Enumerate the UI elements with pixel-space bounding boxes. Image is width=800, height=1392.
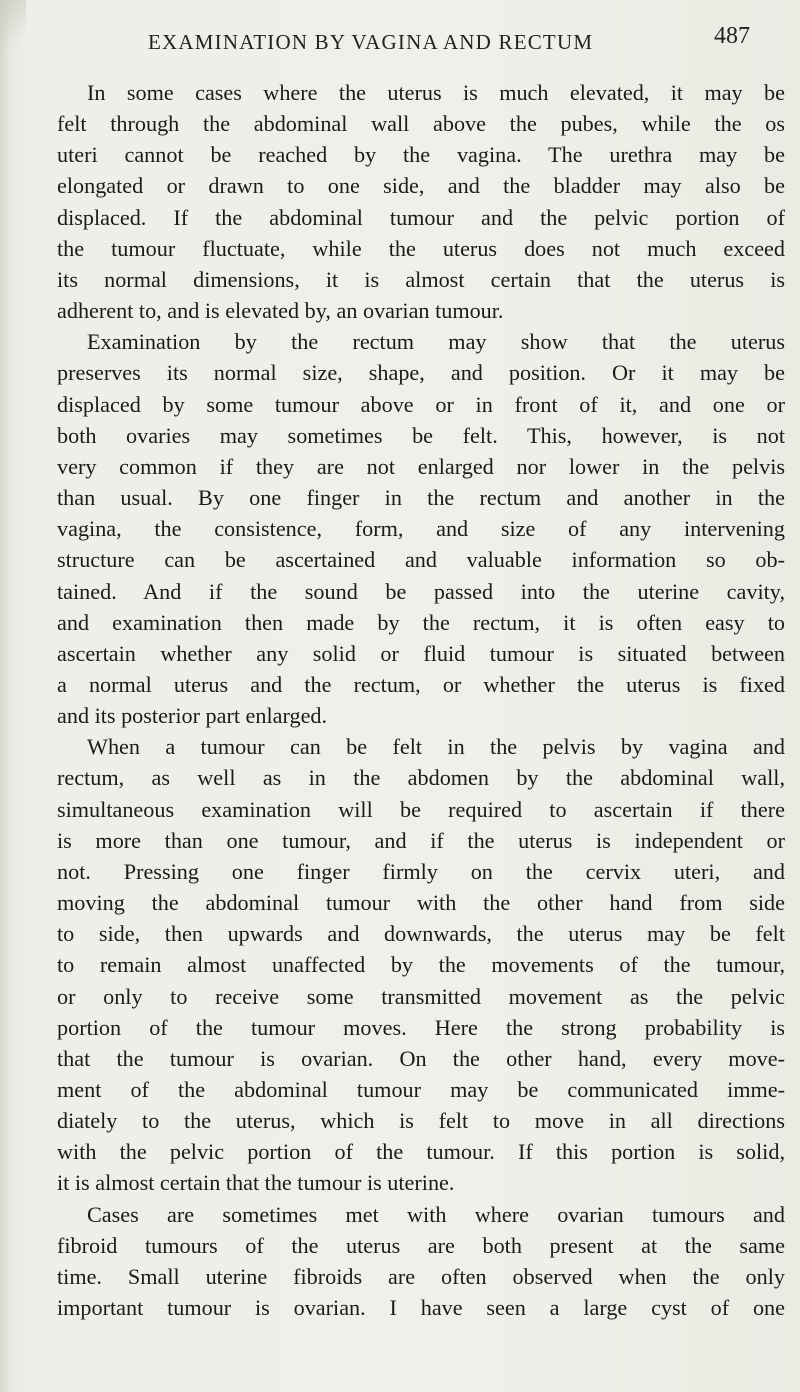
text-line: portion of the tumour moves. Here the strong probability is — [57, 1014, 785, 1040]
text-line: than usual. By one finger in the rectum and another in the — [57, 485, 785, 511]
text-line: displaced by some tumour above or in front of it, and one or — [57, 391, 785, 417]
paragraph — [57, 731, 785, 1198]
text-line: time. Small uterine fibroids are often observed when the only — [57, 1263, 785, 1289]
paragraph — [57, 77, 785, 326]
text-line: Cases are sometimes met with where ovarian tumours and — [87, 1201, 785, 1227]
text-line: preserves its normal size, shape, and position. Or it may be — [57, 360, 785, 386]
text-line: rectum, as well as in the abdomen by the abdominal wall, — [57, 765, 785, 791]
text-line: and its posterior part enlarged. — [57, 703, 328, 729]
text-line: uteri cannot be reached by the vagina. The urethra may be — [57, 142, 785, 168]
text-line: When a tumour can be felt in the pelvis by vagina and — [87, 734, 785, 760]
text-line: and examination then made by the rectum, it is often easy to — [57, 609, 785, 635]
text-line: the tumour fluctuate, while the uterus does not much exceed — [57, 235, 785, 261]
text-line: important tumour is ovarian. I have seen a large cyst of one — [57, 1295, 785, 1321]
text-line: or only to receive some transmitted movement as the pelvic — [57, 983, 785, 1009]
text-line: structure can be ascertained and valuable information so ob- — [57, 547, 785, 573]
text-line: displaced. If the abdominal tumour and the pelvic portion of — [57, 204, 785, 230]
text-line: very common if they are not enlarged nor lower in the pelvis — [57, 453, 785, 479]
text-line: diately to the uterus, which is felt to move in all directions — [57, 1108, 785, 1134]
text-line: both ovaries may sometimes be felt. This, however, is not — [57, 422, 785, 448]
page-number: 487 — [714, 23, 750, 49]
text-line: to remain almost unaffected by the movements of the tumour, — [57, 952, 785, 978]
text-line: ment of the abdominal tumour may be communicated imme- — [57, 1077, 785, 1102]
text-line: In some cases where the uterus is much elevated, it may be — [87, 80, 785, 105]
paragraph — [57, 1199, 785, 1324]
text-line: vagina, the consistence, form, and size of any intervening — [57, 516, 785, 542]
text-line: a normal uterus and the rectum, or whether the uterus is fixed — [57, 671, 785, 697]
text-line: simultaneous examination will be required to ascertain if there — [57, 796, 785, 822]
text-line: to side, then upwards and downwards, the uterus may be felt — [57, 921, 785, 947]
page-gutter-shadow — [0, 0, 10, 1392]
text-line: it is almost certain that the tumour is uterine. — [57, 1170, 455, 1196]
text-line: moving the abdominal tumour with the other hand from side — [57, 890, 785, 916]
paragraph — [57, 326, 785, 731]
text-line: tained. And if the sound be passed into the uterine cavity, — [57, 578, 785, 604]
text-line: with the pelvic portion of the tumour. If this portion is solid, — [57, 1139, 785, 1165]
text-line: Examination by the rectum may show that the uterus — [87, 329, 785, 355]
text-line: ascertain whether any solid or fluid tumour is situated between — [57, 640, 785, 666]
text-line: not. Pressing one finger firmly on the cervix uteri, and — [57, 858, 785, 884]
text-line: felt through the abdominal wall above the pubes, while the os — [57, 111, 785, 137]
text-line: fibroid tumours of the uterus are both present at the same — [57, 1232, 785, 1258]
page-corner-shadow — [0, 0, 26, 60]
running-header: EXAMINATION BY VAGINA AND RECTUM — [148, 30, 594, 54]
body-text — [57, 77, 785, 1323]
text-line: its normal dimensions, it is almost certain that the uterus is — [57, 266, 785, 292]
text-line: adherent to, and is elevated by, an ovarian tumour. — [57, 298, 504, 324]
text-line: elongated or drawn to one side, and the bladder may also be — [57, 173, 785, 199]
text-line: that the tumour is ovarian. On the other hand, every move- — [57, 1045, 785, 1071]
text-line: is more than one tumour, and if the uterus is independent or — [57, 827, 785, 853]
